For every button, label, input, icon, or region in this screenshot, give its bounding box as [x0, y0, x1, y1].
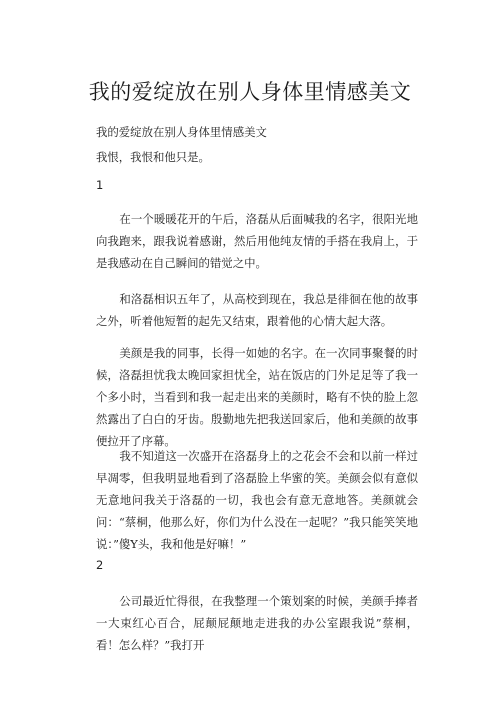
- document-title: 我的爱绽放在别人身体里情感美文: [88, 80, 412, 104]
- subtitle-line: 我的爱绽放在别人身体里情感美文: [96, 125, 267, 139]
- intro-line: 我恨，我恨和他只是。: [96, 150, 210, 164]
- paragraph-2: 和洛磊相识五年了，从高校到现在，我总是徘徊在他的故事之外，听着他短暂的起先又结束，跟着他的心情大起大落。: [96, 292, 418, 328]
- section-number-2: 2: [96, 558, 104, 572]
- section-number-1: 1: [96, 178, 104, 192]
- paragraph-5: 公司最近忙得很，在我整理一个策划案的时候，美颜手捧者一大束红心百合，屁颠屁颠地走进我的办公室跟我说”蔡桐，看！怎么样？”我打开: [96, 594, 418, 652]
- paragraph-1: 在一个暖暖花开的午后，洛磊从后面喊我的名字，很阳光地向我跑来，跟我说着感谢，然后用他纯友情的手搭在我肩上，于是我感动在自己瞬间的错觉之中。: [96, 212, 418, 270]
- paragraph-3: 美颜是我的同事，长得一如她的名字。在一次同事聚餐的时候，洛磊担忧我太晚回家担忧全，站在饭店的门外足足等了我一个多小时，当看到和我一起走出来的美颜时，略有不快的脸上忽然露出了白白的牙齿。殷勤地先把我送回家后，他和美颜的故事便拉开了序幕。: [96, 346, 418, 448]
- paragraph-4: 我不知道这一次盛开在洛磊身上的之花会不会和以前一样过早凋零，但我明显地看到了洛磊脸上华蜜的笑。美颜会似有意似无意地问我关于洛磊的一切，我也会有意无意地答。美颜就会问：“蔡桐，他那么好，你们为什么没在一起呢？”我只能笑笑地说：”傻Y头，我和他是好嘛！”: [96, 449, 418, 551]
